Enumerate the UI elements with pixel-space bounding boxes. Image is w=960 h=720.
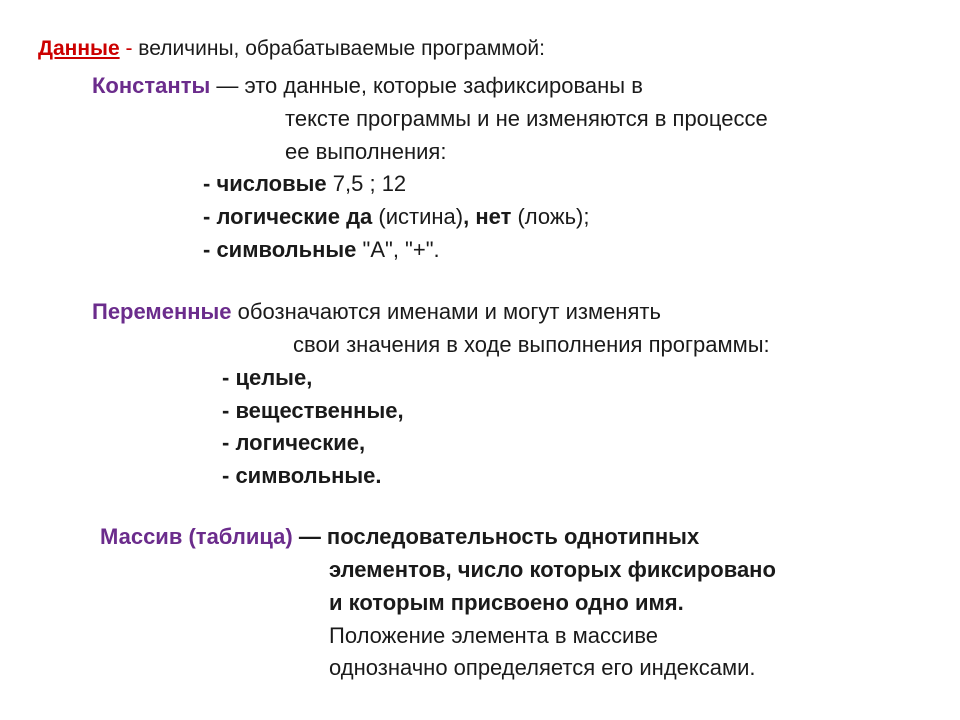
constants-item-logical [203, 206, 589, 228]
array-definition-line-2: элементов, число которых фиксировано [329, 557, 776, 582]
data-definition-line [38, 38, 545, 59]
constants-definition-line-3: ее выполнения: [285, 139, 447, 164]
variables-definition-1: обозначаются именами и могут изменять [231, 299, 661, 324]
variables-item: - символьные. [222, 463, 382, 488]
constants-item-example-2: (ложь); [511, 204, 590, 229]
constants-item-example: "А", "+". [356, 237, 440, 262]
array-definition-line-3: и которым присвоено одно имя. [329, 590, 684, 615]
constants-item-label: - числовые [203, 171, 327, 196]
variables-item: - целые, [222, 365, 313, 390]
constants-item-example: (истина) [372, 204, 464, 229]
constants-term: Константы [92, 73, 211, 98]
data-dash: - [119, 37, 133, 60]
constants-item-label-2: , нет [463, 204, 512, 229]
constants-item-numeric [203, 173, 406, 195]
data-term: Данные [38, 37, 120, 60]
variables-definition-line-2: свои значения в ходе выполнения программы: [293, 332, 770, 357]
array-definition-line [100, 526, 699, 548]
constants-definition-1: — это данные, которые зафиксированы в [210, 73, 643, 98]
variables-item: - вещественные, [222, 398, 404, 423]
constants-definition-line [92, 75, 643, 97]
variables-definition-line [92, 301, 661, 323]
array-definition-1: — последовательность однотипных [292, 524, 700, 549]
array-note-line-2: однозначно определяется его индексами. [329, 655, 756, 680]
data-definition-text: величины, обрабатываемые программой: [132, 37, 545, 60]
constants-item-label: - логические да [203, 204, 373, 229]
variables-item: - логические, [222, 430, 366, 455]
array-term: Массив (таблица) [100, 524, 293, 549]
constants-item-example: 7,5 ; 12 [326, 171, 407, 196]
array-note-line-1: Положение элемента в массиве [329, 623, 659, 648]
variables-term: Переменные [92, 299, 232, 324]
constants-item-label: - символьные [203, 237, 357, 262]
constants-item-symbolic [203, 239, 440, 261]
constants-definition-line-2: тексте программы и не изменяются в процессе [285, 106, 768, 131]
